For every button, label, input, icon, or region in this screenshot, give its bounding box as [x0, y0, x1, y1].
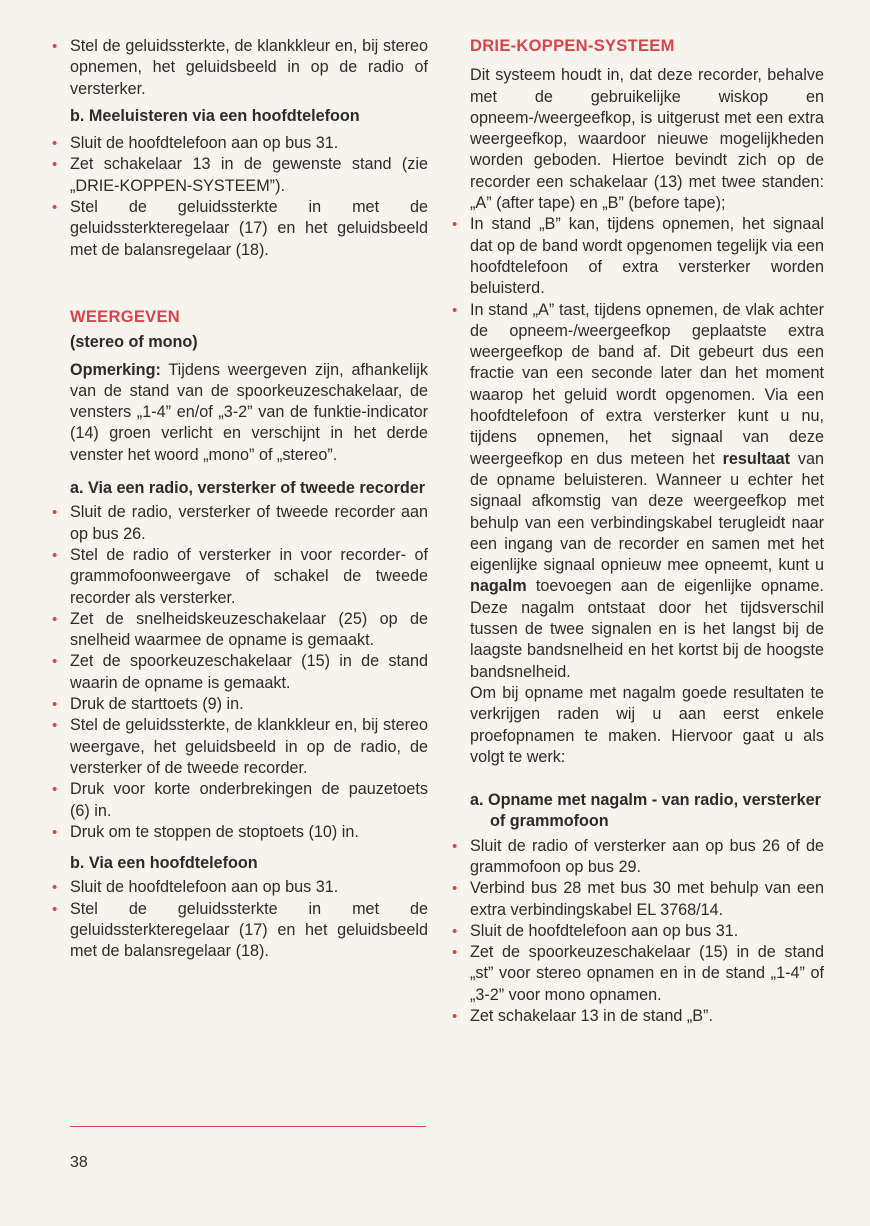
section-title-weergeven: WEERGEVEN [70, 307, 180, 326]
section-heading: a. Via een radio, versterker of tweede recorder [70, 479, 426, 498]
text-run: van de opname beluisteren. Wanneer u echter het signaal afkomstig van deze weergeefkop met behulp van een verbindingskabel terugleidt naar een ingang van de recorder en samen met het eigenlijke signaal opnieuw mee opneemt, kunt u [470, 449, 824, 575]
note-label: Opmerking: [70, 360, 161, 379]
list-item: • Druk voor korte onderbrekingen de pauzetoets (6) in. [52, 779, 428, 822]
left-column [52, 36, 428, 963]
note-paragraph [52, 360, 428, 466]
text-run: toevoegen aan de eigenlijke opname. Deze nagalm ontstaat door het tijdsverschil tussen de twee signalen en is het langst bij de laagste bandsnelheid en het kortst bij de hoogste bandsnelheid. [470, 577, 824, 681]
section-heading: b. Via een hoofdtelefoon [70, 854, 258, 873]
list-item: • In stand „B” kan, tijdens opnemen, het signaal dat op de band wordt opgenomen tegelijk via een hoofdtelefoon of extra versterker worden beluisterd. [452, 214, 824, 299]
list-item: • Verbind bus 28 met bus 30 met behulp van een extra verbindingskabel EL 3768/14. [452, 878, 824, 921]
list-item: • Zet schakelaar 13 in de stand „B”. [452, 1006, 824, 1027]
right-column [452, 36, 824, 1027]
intro-paragraph: Dit systeem houdt in, dat deze recorder, behalve met de gebruikelijke wiskop en opneem-/weergeefkop, is uitgerust met een extra weergeefkop, waardoor nieuwe mogelijkheden worden geboden. Hiertoe bevindt zich op de recorder een schakelaar (13) met twee standen: „A” (after tape) en „B” (before tape); [470, 66, 824, 213]
list-item [452, 300, 824, 683]
list-item: • Sluit de hoofdtelefoon aan op bus 31. [452, 921, 824, 942]
divider [70, 1126, 426, 1127]
list-item: • Zet de spoorkeuzeschakelaar (15) in de stand waarin de opname is gemaakt. [52, 651, 428, 694]
section-title-drie-koppen: DRIE-KOPPEN-SYSTEEM [470, 37, 675, 55]
list-item: • Sluit de hoofdtelefoon aan op bus 31. [52, 877, 428, 898]
list-item: • Stel de geluidssterkte in met de geluidssterkteregelaar (17) en het geluidsbeeld met de balansregelaar (18). [52, 899, 428, 963]
list-item: • Sluit de hoofdtelefoon aan op bus 31. [52, 133, 428, 154]
followup-paragraph: Om bij opname met nagalm goede resultaten te verkrijgen raden wij u aan eerst enkele proefopnamen te maken. Hiervoor gaat u als volgt te werk: [470, 683, 824, 766]
bold-term: nagalm [470, 577, 527, 596]
bold-term: resultaat [722, 449, 791, 468]
list-item: • Stel de geluidssterkte, de klankkleur en, bij stereo opnemen, het geluidsbeeld in op de radio of versterker. [52, 36, 428, 100]
list-item: • Stel de radio of versterker in voor recorder- of grammofoonweergave of schakel de tweede recorder als versterker. [52, 545, 428, 609]
list-item: • Stel de geluidssterkte in met de geluidssterkteregelaar (17) en het geluidsbeeld met de balansregelaar (18). [52, 197, 428, 261]
section-heading: b. Meeluisteren via een hoofdtelefoon [70, 106, 360, 125]
list-item: • Sluit de radio of versterker aan op bus 26 of de grammofoon op bus 29. [452, 836, 824, 879]
list-item: • Druk de starttoets (9) in. [52, 694, 428, 715]
note-text: Tijdens weergeven zijn, afhankelijk van de stand van de spoorkeuzeschakelaar, de vensters „1-4” en/of „3-2” van de funktie-indicator (14) groen verlicht en verschijnt in het derde venster het woord „mono” of „stereo”. [70, 360, 428, 464]
section-heading: a. Opname met nagalm - van radio, versterker of grammofoon [470, 791, 821, 831]
list-item: • Zet schakelaar 13 in de gewenste stand (zie „DRIE-KOPPEN-SYSTEEM”). [52, 154, 428, 197]
list-item: • Stel de geluidssterkte, de klankkleur en, bij stereo weergave, het geluidsbeeld in op de radio, de versterker of de tweede recorder. [52, 715, 428, 779]
list-item: • Sluit de radio, versterker of tweede recorder aan op bus 26. [52, 502, 428, 545]
page-number: 38 [70, 1154, 88, 1171]
list-item: • Zet de snelheidskeuzeschakelaar (25) op de snelheid waarmee de opname is gemaakt. [52, 609, 428, 652]
list-item: • Druk om te stoppen de stoptoets (10) in. [52, 822, 428, 843]
text-run: In stand „A” tast, tijdens opnemen, de vlak achter de opneem-/weergeefkop geplaatste extra weergeefkop de band af. Dit gebeurt dus een fractie van een seconde later dan het moment waarop het geluid wordt opgenomen. Via een hoofdtelefoon of extra versterker kunt u nu, tijdens opnemen, het signaal van deze weergeefkop en dus meteen het [470, 300, 824, 468]
list-item: • Zet de spoorkeuzeschakelaar (15) in de stand „st” voor stereo opnamen en in de stand „1-4” of „3-2” voor mono opnamen. [452, 942, 824, 1006]
section-subtitle: (stereo of mono) [70, 333, 198, 352]
